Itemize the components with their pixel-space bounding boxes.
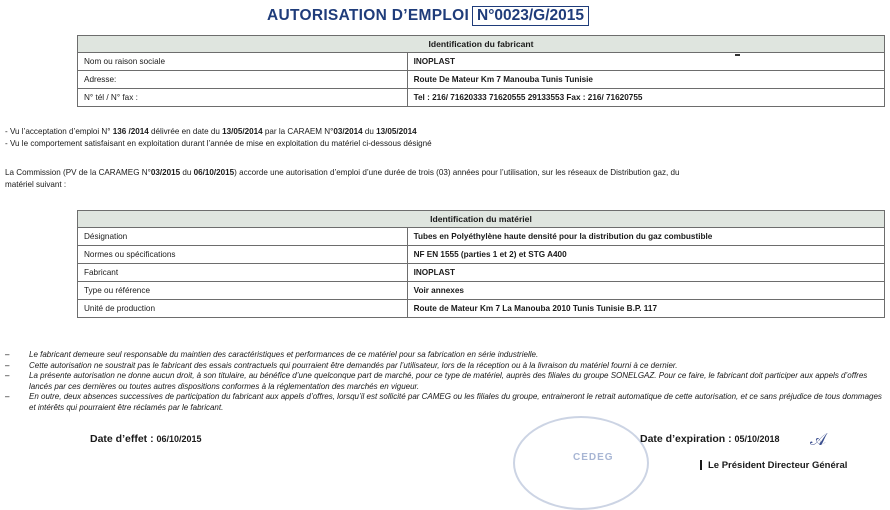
row-value: INOPLAST xyxy=(407,53,884,71)
table-row xyxy=(78,228,885,246)
official-stamp xyxy=(513,416,649,510)
row-label: Type ou référence xyxy=(78,282,408,300)
row-value: Voir annexes xyxy=(407,282,884,300)
row-label: N° tél / N° fax : xyxy=(78,89,408,107)
document-title-row xyxy=(0,4,890,28)
list-item: – La présente autorisation ne donne aucun droit, à son titulaire, au bénéfice d’une quelconque part de marché, pour ce type de matériel, auprès des filiales du groupe SONELGAZ. Pour ce faire, le fabricant doit participer aux appels d’offres lancés par ces dernières ou toutes autres dispositions conformes à la réglementation des marchés en vigueur. xyxy=(5,371,868,391)
row-value: INOPLAST xyxy=(407,264,884,282)
table-row xyxy=(78,53,885,71)
row-value: NF EN 1555 (parties 1 et 2) et STG A400 xyxy=(407,246,884,264)
signatory-bracket xyxy=(700,460,702,470)
signatory-title: Le Président Directeur Général xyxy=(708,460,848,471)
authorization-number: N°0023/G/2015 xyxy=(472,6,589,26)
row-label: Unité de production xyxy=(78,300,408,318)
row-value: Route De Mateur Km 7 Manouba Tunis Tunisie xyxy=(407,71,884,89)
effective-date: Date d’effet : 06/10/2015 xyxy=(90,433,202,445)
conditions-list xyxy=(5,350,885,414)
row-label: Désignation xyxy=(78,228,408,246)
acceptation-line-1: - Vu l’acceptation d’emploi N° 136 /2014 délivrée en date du 13/05/2014 par la CARAEM N°03/2014 du 13/05/2014 xyxy=(5,127,417,136)
expiration-date-value: 05/10/2018 xyxy=(734,434,780,444)
effective-date-value: 06/10/2015 xyxy=(156,434,202,444)
list-item: – Le fabricant demeure seul responsable du maintien des caractéristiques et performances de ce matériel pour sa fabrication en série industrielle. xyxy=(5,350,539,359)
table-row xyxy=(78,246,885,264)
row-value: Tel : 216/ 71620333 71620555 29133553 Fax : 216/ 71620755 xyxy=(407,89,884,107)
list-item: – Cette autorisation ne soustrait pas le fabricant des essais contractuels qui pourraient être demandés par l’utilisateur, lors de la réception ou à la livraison du matériel fourni à ce dernier. xyxy=(5,360,678,370)
acceptation-line-2: - Vu le comportement satisfaisant en exploitation durant l’année de mise en exploitation du matériel ci-dessous désigné xyxy=(5,139,432,148)
materiel-table xyxy=(77,210,885,318)
fabricant-table xyxy=(77,35,885,107)
row-label: Normes ou spécifications xyxy=(78,246,408,264)
row-value: Tubes en Polyéthylène haute densité pour la distribution du gaz combustible xyxy=(407,228,884,246)
fabricant-table-heading: Identification du fabricant xyxy=(78,36,885,53)
stamp-text: CEDEG xyxy=(573,452,614,463)
row-value: Route de Mateur Km 7 La Manouba 2010 Tunis Tunisie B.P. 117 xyxy=(407,300,884,318)
materiel-table-heading: Identification du matériel xyxy=(78,211,885,228)
list-item: – En outre, deux absences successives de participation du fabricant aux appels d’offres, lorsqu’il est sollicité par CAMEG ou les filiales du groupe, entraineront le retrait automatique de cette autorisation, et ce sans préjudice de tous dommages et intérêts qui pourraient être réclamés par le fabricant. xyxy=(5,392,882,412)
table-row xyxy=(78,282,885,300)
expiration-date: Date d’expiration : 05/10/2018 xyxy=(640,433,780,445)
table-row xyxy=(78,71,885,89)
row-label: Nom ou raison sociale xyxy=(78,53,408,71)
row-label: Fabricant xyxy=(78,264,408,282)
table-row xyxy=(78,264,885,282)
commission-line-2: matériel suivant : xyxy=(5,180,67,189)
table-row xyxy=(78,300,885,318)
table-row xyxy=(78,89,885,107)
signature-icon: 𝒜 xyxy=(810,430,827,449)
document-title: AUTORISATION D’EMPLOI xyxy=(267,7,470,24)
row-label: Adresse: xyxy=(78,71,408,89)
commission-line-1: La Commission (PV de la CARAMEG N°03/2015 du 06/10/2015) accorde une autorisation d’emploi d’une durée de trois (03) années pour l’utilisation, sur les réseaux de Distribution gaz, du xyxy=(5,168,680,177)
